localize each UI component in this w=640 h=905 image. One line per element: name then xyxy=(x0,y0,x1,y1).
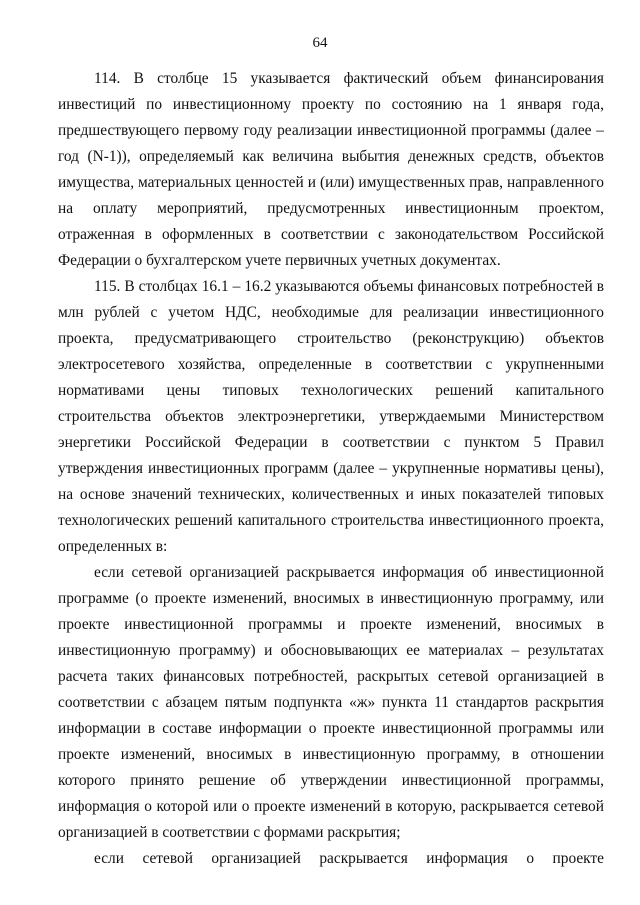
body-text xyxy=(58,66,604,872)
page-number: 64 xyxy=(312,35,328,51)
paragraph-condition-2: если сетевой организацией раскрывается информация о проекте xyxy=(94,850,604,867)
paragraph-condition-1: если сетевой организацией раскрывается информация об инвестиционной программе (о проекте изменений, вносимых в инвестиционную программу, или проекте инвестиционной программы и проекте изменений, вносимых в инвестиционную программу) и обосновывающих ее материалах – результатах расчета таких финансовых потребностей, раскрытых сетевой организацией в соответствии с абзацем пятым подпункта «ж» пункта 11 стандартов раскрытия информации в составе информации о проекте инвестиционной программы или проекте изменений, вносимых в инвестиционную программу, в отношении которого принято решение об утверждении инвестиционной программы, информация о которой или о проекте изменений в которую, раскрывается сетевой организацией в соответствии с формами раскрытия; xyxy=(58,564,604,841)
paragraph-114: 114. В столбце 15 указывается фактический объем финансирования инвестиций по инвестиционному проекту по состоянию на 1 января года, предшествующего первому году реализации инвестиционной программы (далее – год (N-1)), определяемый как величина выбытия денежных средств, объектов имущества, материальных ценностей и (или) имущественных прав, направленного на оплату мероприятий, предусмотренных инвестиционным проектом, отраженная в оформленных в соответствии с законодательством Российской Федерации о бухгалтерском учете первичных учетных документах. xyxy=(58,70,604,269)
paragraph-115: 115. В столбцах 16.1 – 16.2 указываются объемы финансовых потребностей в млн рублей с учетом НДС, необходимые для реализации инвестиционного проекта, предусматривающего строительство (реконструкцию) объектов электросетевого хозяйства, определенные в соответствии с укрупненными нормативами цены типовых технологических решений капитального строительства объектов электроэнергетики, утверждаемыми Министерством энергетики Российской Федерации в соответствии с пунктом 5 Правил утверждения инвестиционных программ (далее – укрупненные нормативы цены), на основе значений технических, количественных и иных показателей типовых технологических решений капитального строительства инвестиционного проекта, определенных в: xyxy=(58,278,604,555)
